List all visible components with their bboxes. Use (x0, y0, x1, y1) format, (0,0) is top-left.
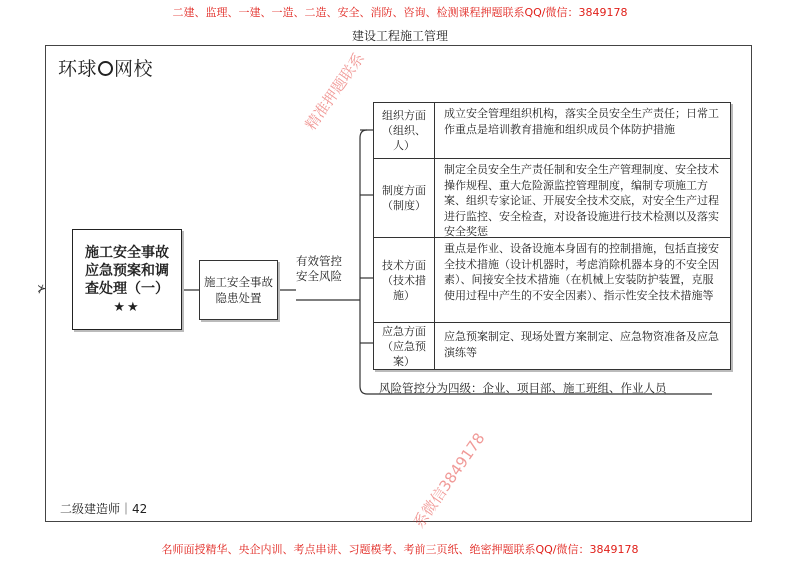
bottom-promo-banner: 名师面授精华、央企内训、考点串讲、习题模考、考前三页纸、绝密押题联系QQ/微信：3849178 (161, 543, 639, 556)
footer-page-label: 二级建造师｜42 (60, 502, 148, 516)
main-topic-box (72, 229, 182, 330)
main-topic-title: 施工安全事故应急预案和调查处理（一） (85, 245, 169, 297)
risk-control-label: 有效管控安全风险 (296, 254, 342, 283)
table-row (374, 238, 730, 323)
table-row (374, 323, 730, 369)
row-category: 组织方面（组织、人） (374, 103, 435, 158)
row-description: 制定全员安全生产责任制和安全生产管理制度、安全技术操作规程、重大危险源监控管理制度，编制专项施工方案、组织专家论证、开展安全技术交底，对安全生产过程进行监控、安全检查，对设备设施进行技术检测以及落实安全奖惩 (444, 163, 719, 238)
row-category: 应急方面（应急预案） (374, 323, 435, 369)
row-description: 应急预案制定、现场处置方案制定、应急物资准备及应急演练等 (444, 330, 719, 359)
sub-topic-box (199, 260, 278, 320)
row-category: 制度方面（制度） (374, 159, 435, 237)
binding-marker-icon: ⊁ (37, 282, 47, 295)
risk-levels-note: 风险管控分为四级：企业、项目部、施工班组、作业人员 (379, 381, 667, 395)
watermark-text: 精准押题联系 (301, 49, 369, 134)
importance-stars: ★★ (113, 300, 141, 315)
table-row (374, 159, 730, 238)
measures-table (373, 102, 731, 370)
top-promo-banner: 二建、监理、一建、一造、二造、安全、消防、咨询、检测课程押题联系QQ/微信：3849178 (172, 6, 628, 19)
sub-topic-title: 施工安全事故隐患处置 (204, 275, 273, 305)
row-description: 成立安全管理组织机构，落实全员安全生产责任；日常工作重点是培训教育措施和组织成员个体防护措施 (444, 107, 719, 136)
row-description: 重点是作业、设备设施本身固有的控制措施，包括直接安全技术措施（设计机器时，考虑消除机器本身的不安全因素）、间接安全技术措施（在机械上安装防护装置，克服使用过程中产生的不安全因素）、指示性安全技术措施等 (444, 242, 719, 302)
logo-text-part1: 环球 (58, 58, 98, 80)
page-header-title: 建设工程施工管理 (351, 29, 448, 43)
table-row (374, 103, 730, 159)
row-category: 技术方面（技术措施） (374, 238, 435, 322)
watermark-text: 系微信3849178 (409, 429, 489, 532)
logo-text-part2: 网校 (114, 58, 154, 80)
